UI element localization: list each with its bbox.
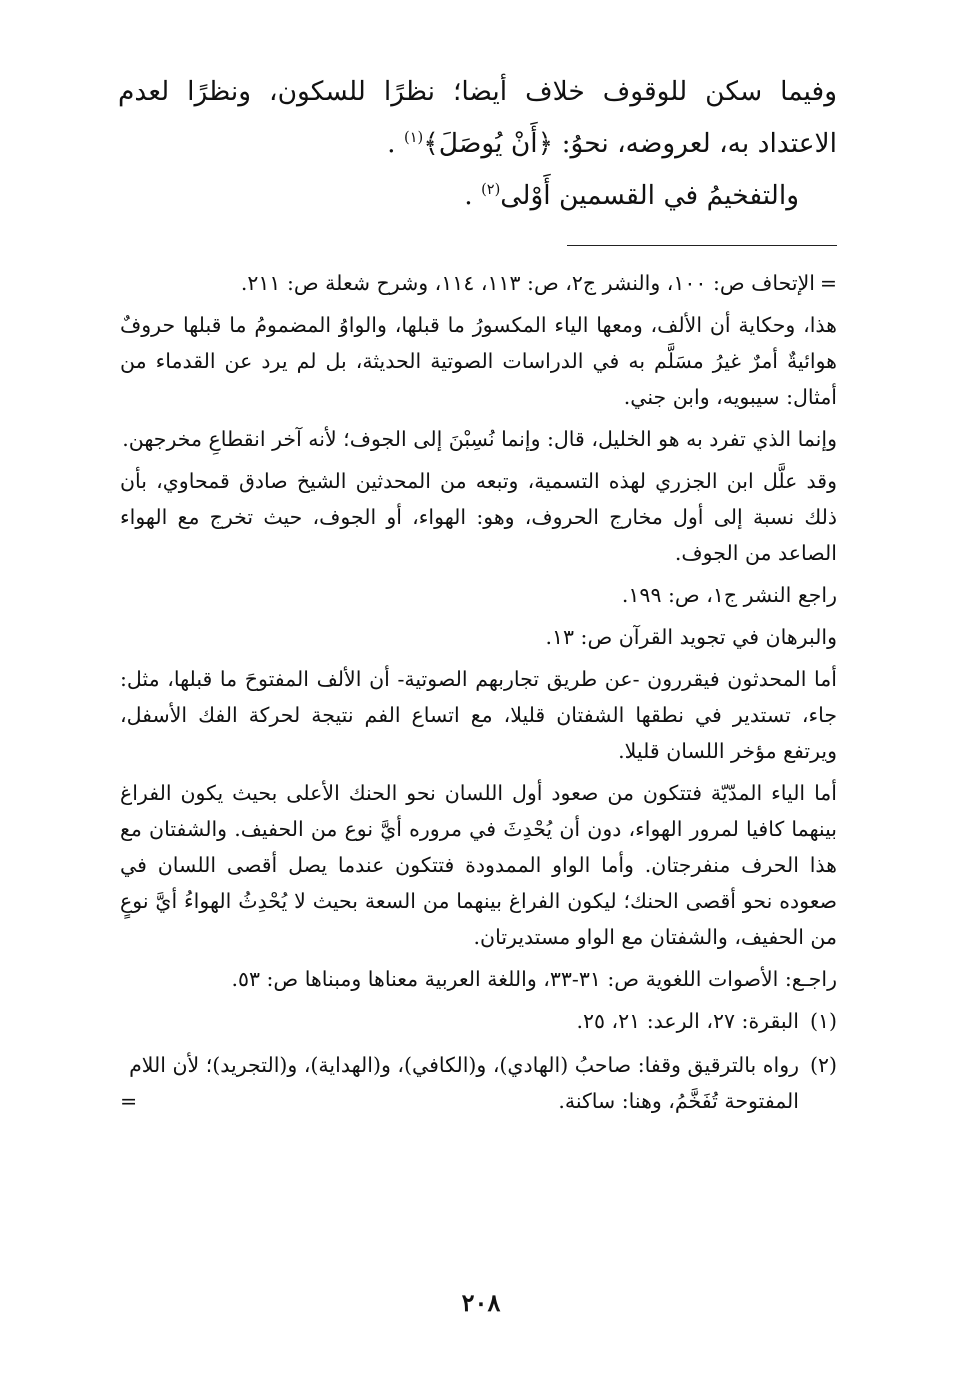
footnote-continuation — [120, 265, 837, 301]
continuation-marker: = — [819, 271, 837, 295]
footnote-paragraph: أما المحدثون فيقررون -عن طريق تجاربهم الصوتية- أن الألف المفتوحَ ما قبلها، مثل: جاء، تستدير في نطقها الشفتان قليلا، مع اتساع الفم نتيجة لحركة الفك الأسفل، ويرتفع مؤخر اللسان قليلا. — [120, 667, 837, 763]
main-line-1 — [118, 66, 837, 118]
footnote-2-continues-marker: = — [120, 1089, 138, 1113]
footnote-paragraph: هذا، وحكاية أن الألف، ومعها الياء المكسورُ ما قبلها، والواوُ المضمومُ ما قبلها حروفٌ هوائيةٌ أمرٌ غيرُ مسَلَّم به في الدراسات الصوتية الحديثة، بل لم يرد عن القدماء من أمثال: سيبويه، وابن جني. — [120, 313, 837, 409]
footnote-paragraph: وإنما الذي تفرد به هو الخليل، قال: وإنما نُسِبْنَ إلى الجوف؛ لأنه آخر انقطاعِ مخرجهن. — [122, 427, 837, 451]
footnote-2-number: (٢) — [809, 1053, 837, 1077]
footnote-separator — [567, 245, 837, 246]
footnote-1-text: البقرة: ٢٧، الرعد: ٢١، ٢٥. — [576, 1009, 799, 1033]
main-line-3-text: والتفخيمُ في القسمين أَوْلى — [500, 180, 799, 211]
footnote-1-number: (١) — [809, 1009, 837, 1033]
main-line-2-end: . — [387, 128, 396, 159]
main-line-2-text: الاعتداد به، لعروضه، نحوُ: ﴿أَنْ يُوصَلَ﴾ — [423, 128, 837, 159]
footnote-paragraph: أما الياء المدّيّة فتتكون من صعود أول اللسان نحو الحنك الأعلى بحيث يكون الفراغ بينهما كافيا لمرور الهواء، دون أن يُحْدِثَ في مروره أيَّ نوع من الحفيف. والشفتان مع هذا الحرف منفرجتان. وأما الواو الممدودة فتتكون عندما يصل أقصى اللسان في صعوده نحو أقصى الحنك؛ ليكون الفراغ بينهما من السعة بحيث لا يُحْدِثُ الهواءُ أيَّ نوعٍ من الحفيف، والشفتان مع الواو مستديرتان. — [120, 781, 837, 949]
footnote-2 — [120, 1047, 837, 1119]
footnote-2-text: رواه بالترقيق وقفا: صاحبُ (الهادي)، و(الكافي)، و(الهداية)، و(التجريد)؛ لأن اللام المفتوحة تُفَخَّمُ، وهنا: ساكنة. — [129, 1053, 799, 1113]
main-text — [118, 66, 837, 222]
footnote-1 — [120, 1003, 837, 1039]
main-line-3 — [118, 170, 837, 222]
footnote-ref-1[interactable]: (١) — [404, 129, 424, 147]
footnotes — [120, 265, 837, 1127]
main-line-2 — [118, 118, 837, 170]
footnote-paragraph: راجع النشر ج١، ص: ١٩٩. — [621, 583, 837, 607]
page-number: ٢٠٨ — [461, 1288, 501, 1317]
footnote-paragraph: راجـع: الأصوات اللغوية ص: ٣١-٣٣، واللغة العربية معناها ومبناها ص: ٥٣. — [231, 967, 837, 991]
main-line-3-end: . — [464, 180, 473, 211]
footnote-paragraph: وقد علَّل ابن الجزري لهذه التسمية، وتبعه من المحدثين الشيخ صادق قمحاوي، بأن ذلك نسبة إلى أول مخارج الحروف، وهو: الهواء، أو الجوف، حيث تخرج مع الهواء الصاعد من الجوف. — [120, 469, 837, 565]
main-line-1-text: وفيما سكن للوقوف خلاف أيضا؛ نظرًا للسكون، ونظرًا لعدم — [118, 76, 837, 107]
continuation-text: الإتحاف ص: ١٠٠، والنشر ج٢، ص: ١١٣، ١١٤، وشرح شعلة ص: ٢١١. — [240, 271, 815, 295]
footnote-ref-2[interactable]: (٢) — [481, 181, 501, 199]
footnote-paragraph: والبرهان في تجويد القرآن ص: ١٣. — [545, 625, 837, 649]
